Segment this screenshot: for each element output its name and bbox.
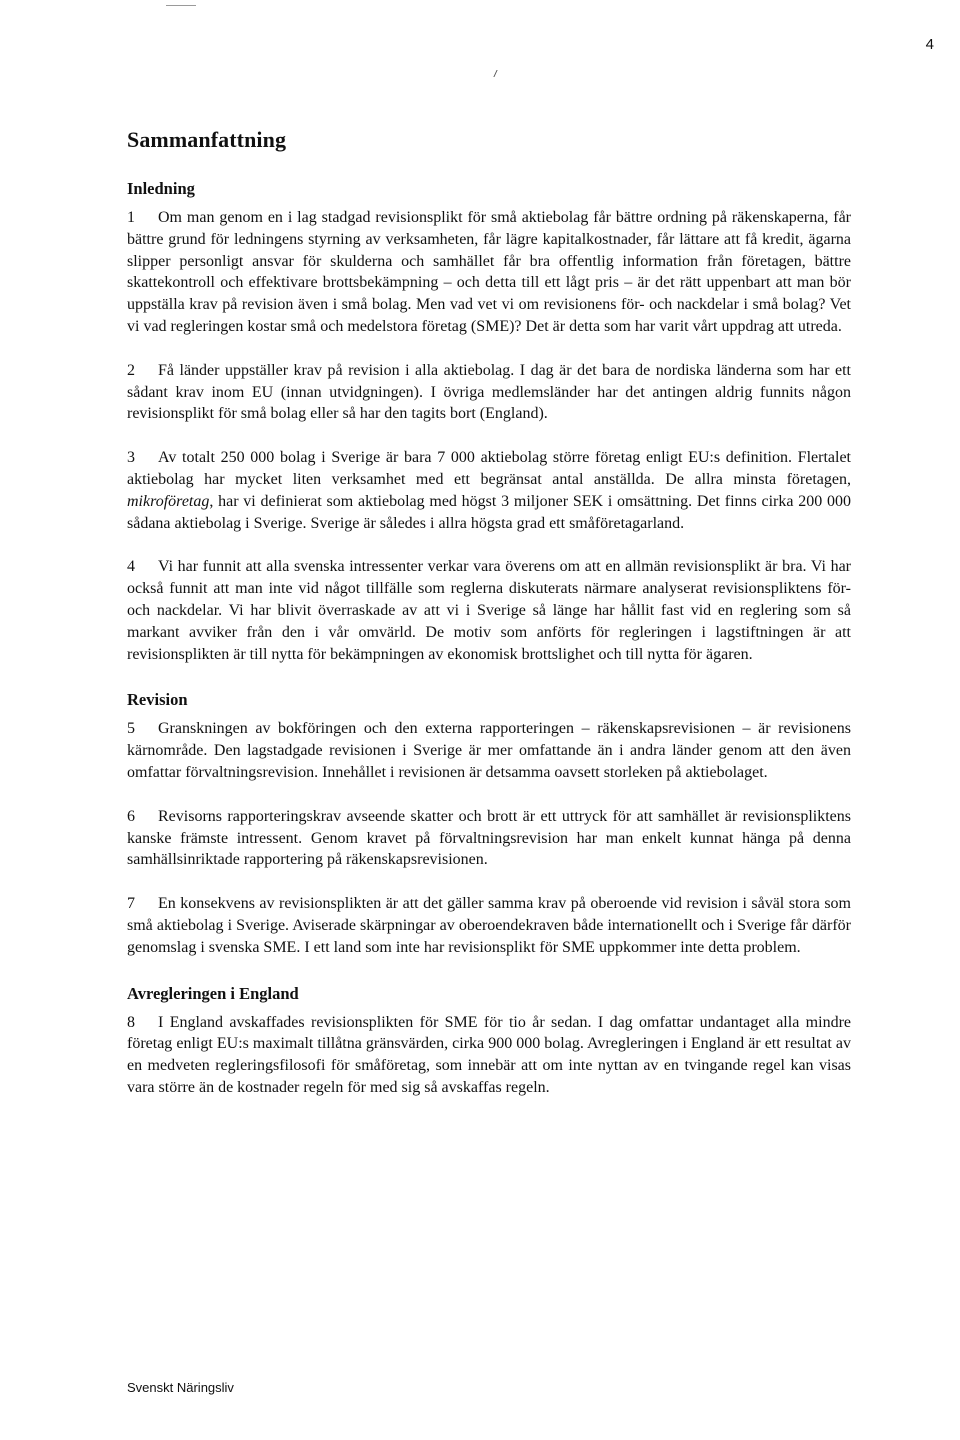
paragraph-text: Granskningen av bokföringen och den externa rapporteringen – räkenskapsrevisionen – är revisionens kärnområde. Den lagstadgade revisionen i Sverige är mer omfattande än i andra länder genom att den även omfattar förvaltningsrevision. Innehållet i revisionen är detsamma oavsett storleken på aktiebolaget. <box>127 720 851 781</box>
section-heading-revision: Revision <box>127 690 188 710</box>
paragraph-number: 2 <box>127 361 135 379</box>
paragraph-text: Revisorns rapporteringskrav avseende skatter och brott är ett uttryck för att samhället är revisionspliktens kanske främste intressent. Genom kravet på förvaltningsrevision har man enkelt kunnat hänga på denna samhällsinriktade rapportering på räkenskapsrevisionen. <box>127 807 851 869</box>
paragraph-1 <box>127 207 851 338</box>
paragraph-text: Få länder uppställer krav på revision i alla aktiebolag. I dag är det bara de nordiska länderna som har ett sådant krav inom EU (innan utvidgningen). I övriga medlemsländer har det antingen aldrig funnits någon revisionsplikt för små bolag eller så har den tagits bort (England). <box>127 361 851 423</box>
paragraph-text: I England avskaffades revisionsplikten för SME för tio år sedan. I dag omfattar undantaget alla mindre företag enligt EU:s maximalt tillåtna gränsvärden, cirka 900 000 bolag. Avregleringen i England är ett resultat av en medveten regleringsfilosofi för småföretag, som innebär att om inte nyttan av en tvingande regel kan visas vara större än de kostnader regeln för med sig så avskaffas regeln. <box>127 1013 851 1096</box>
paragraph-number: 3 <box>127 449 135 467</box>
paragraph-text: Vi har funnit att alla svenska intressenter verkar vara överens om att en allmän revisionsplikt är bra. Vi har också funnit att man inte vid något tillfälle som reglerna diskuterats närmare analyserat revisionspliktens för- och nackdelar. Vi har blivit överraskade av att vi i Sverige så länge har hållit fast vid en reglering som så markant avviker från den i vår omvärld. De motiv som anförts för regleringen i lagstiftningen är att revisionsplikten är till nytta för bekämpningen av ekonomisk brottslighet och till nytta för ägaren. <box>127 558 851 663</box>
section-heading-avregleringen: Avregleringen i England <box>127 983 299 1003</box>
stray-mark <box>493 70 501 77</box>
paragraph-number: 1 <box>127 209 135 226</box>
paragraph-4 <box>127 556 851 665</box>
paragraph-text: , har vi definierat som aktiebolag med högst 3 miljoner SEK i omsättning. Det finns cirka 200 000 sådana aktiebolag i Sverige. Sverige är således i allra högsta grad ett småföretagarland. <box>127 492 851 532</box>
paragraph-5 <box>127 718 851 783</box>
section-heading-inledning: Inledning <box>127 179 195 198</box>
document-title: Sammanfattning <box>127 127 287 152</box>
footer-publisher: Svenskt Näringsliv <box>127 1380 234 1395</box>
paragraph-italic-term: mikroföretag <box>127 492 210 510</box>
paragraph-8 <box>127 1012 851 1099</box>
paragraph-2 <box>127 360 851 425</box>
paragraph-number: 7 <box>127 895 135 913</box>
paragraph-number: 8 <box>127 1013 135 1031</box>
paragraph-number: 6 <box>127 807 135 825</box>
paragraph-text: Om man genom en i lag stadgad revisionsplikt för små aktiebolag får bättre ordning på räkenskaperna, får bättre grund för ledningens styrning av verksamheten, får lägre kapitalkostnader, får lättare att få kredit, ägarna slipper personligt ansvar för skulderna och samhället får bra offentlig information från företagen, bättre skattekontroll och effektivare brottsbekämpning – och detta till ett lågt pris – är det rätt uppenbart att man bör uppställa krav på revision även i små bolag. Men vad vet vi om revisionens för- och nackdelar i små bolag? Vet vi vad regleringen kostar små och medelstora företag (SME)? Det är detta som har varit vårt uppdrag att utreda. <box>127 209 851 335</box>
page-number: 4 <box>925 36 934 53</box>
paragraph-number: 4 <box>127 558 135 576</box>
paragraph-6 <box>127 806 851 871</box>
paragraph-7 <box>127 893 851 958</box>
paragraph-text: En konsekvens av revisionsplikten är att det gäller samma krav på oberoende vid revision i såväl stora som små aktiebolag i Sverige. Aviserade skärpningar av oberoendekraven både internationellt och i Sverige får därför genomslag i svenska SME. I ett land som inte har revisionsplikt för SME uppkommer inte detta problem. <box>127 895 851 956</box>
paragraph-3 <box>127 447 851 534</box>
top-rule <box>166 5 196 6</box>
paragraph-number: 5 <box>127 720 135 738</box>
document-body <box>127 127 851 1121</box>
paragraph-text: Av totalt 250 000 bolag i Sverige är bara 7 000 aktiebolag större företag enligt EU:s definition. Flertalet aktiebolag har mycket liten verksamhet med ett begränsat antal anställda. De allra minsta företagen, <box>127 449 851 488</box>
